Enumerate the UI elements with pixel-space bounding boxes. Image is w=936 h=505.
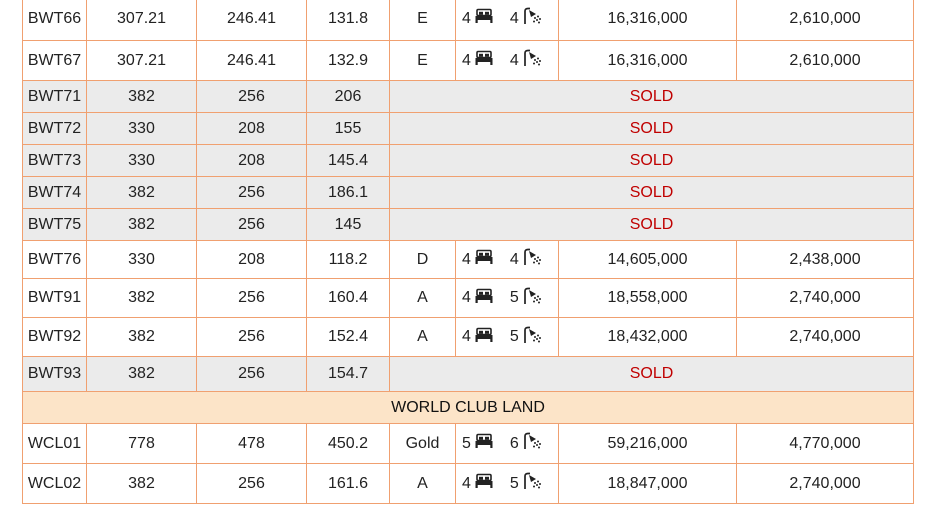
unit-code: BWT75	[23, 209, 87, 241]
bedroom-count: 4	[462, 9, 471, 27]
rooms-cell	[456, 241, 559, 279]
bathroom-count: 4	[509, 250, 519, 268]
fee-value: 2,610,000	[737, 0, 914, 41]
area-value: 450.2	[307, 424, 390, 464]
area-value: 246.41	[197, 0, 307, 41]
fee-value: 2,438,000	[737, 241, 914, 279]
table-row	[23, 41, 914, 81]
unit-type: D	[390, 241, 456, 279]
area-value: 256	[197, 357, 307, 392]
area-value: 118.2	[307, 241, 390, 279]
unit-code: BWT74	[23, 177, 87, 209]
area-value: 330	[87, 145, 197, 177]
bathroom-count: 6	[509, 434, 519, 452]
price-value: 18,432,000	[559, 318, 737, 357]
price-value: 59,216,000	[559, 424, 737, 464]
bed-icon	[474, 288, 494, 309]
area-value: 382	[87, 318, 197, 357]
fee-value: 2,740,000	[737, 279, 914, 318]
price-value: 18,847,000	[559, 464, 737, 504]
unit-code: BWT72	[23, 113, 87, 145]
bedroom-count: 4	[462, 51, 471, 69]
area-value: 154.7	[307, 357, 390, 392]
shower-icon	[522, 7, 542, 30]
area-value: 145	[307, 209, 390, 241]
shower-icon	[522, 326, 542, 349]
bed-icon	[474, 50, 494, 71]
unit-code: BWT71	[23, 81, 87, 113]
unit-code: BWT93	[23, 357, 87, 392]
table-row	[23, 209, 914, 241]
shower-icon	[522, 432, 542, 455]
price-value: 16,316,000	[559, 41, 737, 81]
status-label: SOLD	[390, 81, 914, 113]
area-value: 330	[87, 241, 197, 279]
area-value: 256	[197, 279, 307, 318]
area-value: 208	[197, 145, 307, 177]
rooms-cell	[456, 279, 559, 318]
table-row	[23, 145, 914, 177]
unit-code: WCL01	[23, 424, 87, 464]
bedroom-count: 5	[462, 434, 471, 452]
area-value: 132.9	[307, 41, 390, 81]
table-row	[23, 241, 914, 279]
fee-value: 2,740,000	[737, 318, 914, 357]
table-row	[23, 177, 914, 209]
area-value: 131.8	[307, 0, 390, 41]
status-label: SOLD	[390, 209, 914, 241]
fee-value: 2,740,000	[737, 464, 914, 504]
bedroom-count: 4	[462, 328, 471, 345]
section-header-row	[23, 392, 914, 424]
area-value: 145.4	[307, 145, 390, 177]
unit-code: BWT67	[23, 41, 87, 81]
rooms-cell	[456, 464, 559, 504]
bathroom-count: 5	[509, 474, 519, 492]
shower-icon	[522, 287, 542, 310]
area-value: 307.21	[87, 0, 197, 41]
section-title: WORLD CLUB LAND	[23, 392, 914, 424]
status-label: SOLD	[390, 177, 914, 209]
table-row	[23, 318, 914, 357]
unit-code: BWT76	[23, 241, 87, 279]
table-row	[23, 357, 914, 392]
unit-type: E	[390, 0, 456, 41]
status-label: SOLD	[390, 145, 914, 177]
bedroom-count: 4	[462, 474, 471, 492]
status-label: SOLD	[390, 357, 914, 392]
area-value: 307.21	[87, 41, 197, 81]
area-value: 256	[197, 81, 307, 113]
unit-type: E	[390, 41, 456, 81]
area-value: 206	[307, 81, 390, 113]
shower-icon	[522, 49, 542, 72]
area-value: 256	[197, 177, 307, 209]
bed-icon	[474, 433, 494, 454]
unit-code: BWT92	[23, 318, 87, 357]
area-value: 382	[87, 81, 197, 113]
property-price-table	[22, 0, 914, 504]
area-value: 186.1	[307, 177, 390, 209]
unit-type: Gold	[390, 424, 456, 464]
area-value: 256	[197, 209, 307, 241]
rooms-cell	[456, 318, 559, 357]
bathroom-count: 4	[509, 51, 519, 69]
bed-icon	[474, 249, 494, 270]
price-value: 18,558,000	[559, 279, 737, 318]
area-value: 161.6	[307, 464, 390, 504]
area-value: 208	[197, 241, 307, 279]
area-value: 208	[197, 113, 307, 145]
rooms-cell	[456, 41, 559, 81]
area-value: 256	[197, 464, 307, 504]
unit-code: BWT66	[23, 0, 87, 41]
area-value: 382	[87, 357, 197, 392]
price-value: 14,605,000	[559, 241, 737, 279]
unit-type: A	[390, 318, 456, 357]
bathroom-count: 5	[509, 289, 519, 306]
bed-icon	[474, 8, 494, 29]
bed-icon	[474, 473, 494, 494]
area-value: 778	[87, 424, 197, 464]
fee-value: 4,770,000	[737, 424, 914, 464]
table-row	[23, 279, 914, 318]
price-value: 16,316,000	[559, 0, 737, 41]
unit-type: A	[390, 464, 456, 504]
table-row	[23, 0, 914, 41]
area-value: 330	[87, 113, 197, 145]
area-value: 382	[87, 464, 197, 504]
bathroom-count: 4	[509, 9, 519, 27]
area-value: 152.4	[307, 318, 390, 357]
table-row	[23, 464, 914, 504]
area-value: 246.41	[197, 41, 307, 81]
bathroom-count: 5	[509, 328, 519, 345]
area-value: 256	[197, 318, 307, 357]
bedroom-count: 4	[462, 250, 471, 268]
bed-icon	[474, 327, 494, 348]
table-row	[23, 424, 914, 464]
area-value: 382	[87, 279, 197, 318]
rooms-cell	[456, 0, 559, 41]
shower-icon	[522, 472, 542, 495]
unit-type: A	[390, 279, 456, 318]
unit-code: BWT73	[23, 145, 87, 177]
unit-code: BWT91	[23, 279, 87, 318]
bedroom-count: 4	[462, 289, 471, 306]
status-label: SOLD	[390, 113, 914, 145]
table-row	[23, 113, 914, 145]
area-value: 478	[197, 424, 307, 464]
fee-value: 2,610,000	[737, 41, 914, 81]
area-value: 382	[87, 209, 197, 241]
area-value: 382	[87, 177, 197, 209]
area-value: 160.4	[307, 279, 390, 318]
unit-code: WCL02	[23, 464, 87, 504]
table-row	[23, 81, 914, 113]
area-value: 155	[307, 113, 390, 145]
rooms-cell	[456, 424, 559, 464]
shower-icon	[522, 248, 542, 271]
